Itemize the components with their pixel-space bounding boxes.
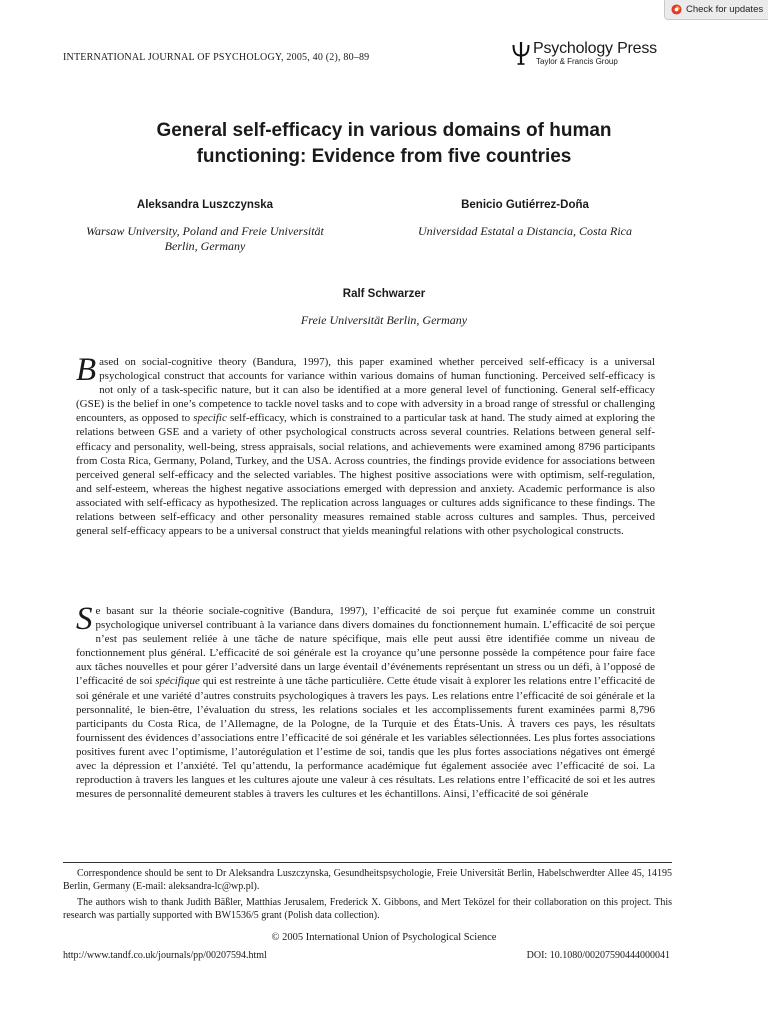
author-1-affiliation-line-2: Berlin, Germany — [164, 239, 246, 253]
abstract-english-emphasis: specific — [193, 412, 227, 425]
abstract-french-text-1: e basant sur la théorie sociale-cognitive (Bandura, 1997), l’efficacité de soi perçue fut examinée comme un construit psychologique universel contribuant à la variance dans divers domaines du fonctionnement humain. L’efficacité de soi perçue n’est pas seulement reliée à une tâche de nature spécifique, mais elle peut aussi être identifiée comme un niveau de fonctionnement plus général. L’efficacité de soi générale est la croyance qu’une personne possède la compétence pour faire face aux tâches nouvelles et pour gérer l’adversité dans un large éventail d’événements représentant un stress ou un défi, à l’opposé de l’efficacité de soi — [76, 605, 655, 688]
publisher-logo — [512, 40, 657, 70]
dropcap-s: S — [76, 601, 93, 637]
author-1-affiliation-line-1: Warsaw University, Poland and Freie Universität — [86, 224, 324, 238]
abstract-french — [76, 601, 655, 801]
footnote-correspondence: Correspondence should be sent to Dr Aleksandra Luszczynska, Gesundheitspsychologie, Freie Universität Berlin, Habelschwerdter Allee 45, 14195 Berlin, Germany (E-mail: aleksandra-lc@wp.pl). — [63, 868, 672, 892]
author-1-name: Aleksandra Luszczynska — [136, 199, 274, 211]
author-3-affiliation: Freie Universität Berlin, Germany — [300, 313, 468, 327]
psi-logo-icon — [512, 41, 530, 70]
footnote-acknowledgements: The authors wish to thank Judith Bäßler, Matthias Jerusalem, Frederick X. Gibbons, and Mert Teközel for their collaboration on this project. This research was partially supported with BW1536/5 grant (Polish data collection). — [63, 897, 672, 921]
title-line-2: functioning: Evidence from five countries — [196, 146, 572, 167]
author-1-affiliation — [58, 224, 352, 254]
abstract-english-text-2: self-efficacy, which is constrained to a particular task at hand. The study aimed at exploring the relations between GSE and a variety of other psychological constructs across several countries. Relations between general self-efficacy and personality, well-being, stress appraisals, social relations, and achievements were examined among 8796 participants from Costa Rica, Germany, Poland, Turkey, and the USA. Across countries, the findings provide evidence for associations between perceived general self-efficacy and the selected variables. The highest positive associations were with optimism, self-regulation, and self-esteem, whereas the highest negative associations emerged with depression and anxiety. Academic performance is also associated with self-efficacy as hypothesized. The replication across languages or cultures adds significance to these findings. The relations between self-efficacy and other personality measures remained stable across cultures and samples. Thus, perceived general self-efficacy appears to be a universal construct that yields meaningful relations with other psychological constructs. — [76, 412, 656, 538]
footnote-divider — [63, 862, 672, 863]
abstract-french-emphasis: spécifique — [155, 675, 200, 688]
publisher-group: Taylor & Francis Group — [536, 57, 618, 66]
check-for-updates-button[interactable] — [664, 0, 768, 20]
abstract-french-text-2: qui est restreinte à une tâche particulière. Cette étude visait à explorer les relations entre l’efficacité de soi générale et une variété d’autres construits psychologiques à travers les pays. Les relations entre l’efficacité de soi générale et la personnalité, le bien-être, l’évaluation du stress, les relations sociales et les accomplissements furent examinées parmi 8,796 participants du Costa Rica, de l’Allemagne, de la Pologne, de la Turquie et des États-Unis. À travers ces pays, les résultats fournissent des évidences d’associations entre l’efficacité de soi générale et les variables sélectionnées. Les plus fortes associations positives furent avec l’optimisme, l’autorégulation et l’estime de soi, tandis que les plus fortes associations négatives ont émergé avec la dépression et l’anxiété. Tel qu’attendu, la performance académique fut également associée avec l’efficacité de soi. La reproduction à travers les langues et les cultures ajoute une valeur à ces résultats. Les relations entre l’efficacité de soi et les autres mesures de personnalité demeurent stables à travers les cultures et les échantillons. Ainsi, l’efficacité de soi générale — [76, 675, 655, 801]
check-for-updates-icon — [671, 4, 682, 15]
author-2-name: Benicio Gutiérrez-Doña — [461, 199, 589, 211]
abstract-english-text-1: ased on social-cognitive theory (Bandura, 1997), this paper examined whether perceived self-efficacy is a universal psychological construct that accounts for variance within various domains of human functioning. Perceived self-efficacy is not only of a task-specific nature, but it can also be identified at a more general level of functioning. General self-efficacy (GSE) is the belief in one’s competence to tackle novel tasks and to cope with adversity in a broad range of stressful or challenging encounters, as opposed to — [76, 356, 655, 425]
check-for-updates-label: Check for updates — [686, 4, 764, 15]
title-line-1: General self-efficacy in various domains of human — [156, 120, 612, 141]
copyright-notice: © 2005 International Union of Psychological Science — [271, 932, 497, 943]
abstract-english — [76, 352, 656, 538]
author-3-name: Ralf Schwarzer — [342, 288, 426, 300]
journal-citation: INTERNATIONAL JOURNAL OF PSYCHOLOGY, 2005, 40 (2), 80–89 — [63, 52, 370, 63]
doi-text: DOI: 10.1080/00207590444000041 — [526, 950, 670, 961]
author-2-affiliation: Universidad Estatal a Distancia, Costa Rica — [418, 224, 632, 238]
dropcap-b: B — [76, 352, 97, 388]
paper-title — [60, 118, 708, 170]
publisher-name: Psychology Press — [533, 40, 657, 57]
journal-url-link[interactable]: http://www.tandf.co.uk/journals/pp/00207594.html — [63, 950, 267, 961]
